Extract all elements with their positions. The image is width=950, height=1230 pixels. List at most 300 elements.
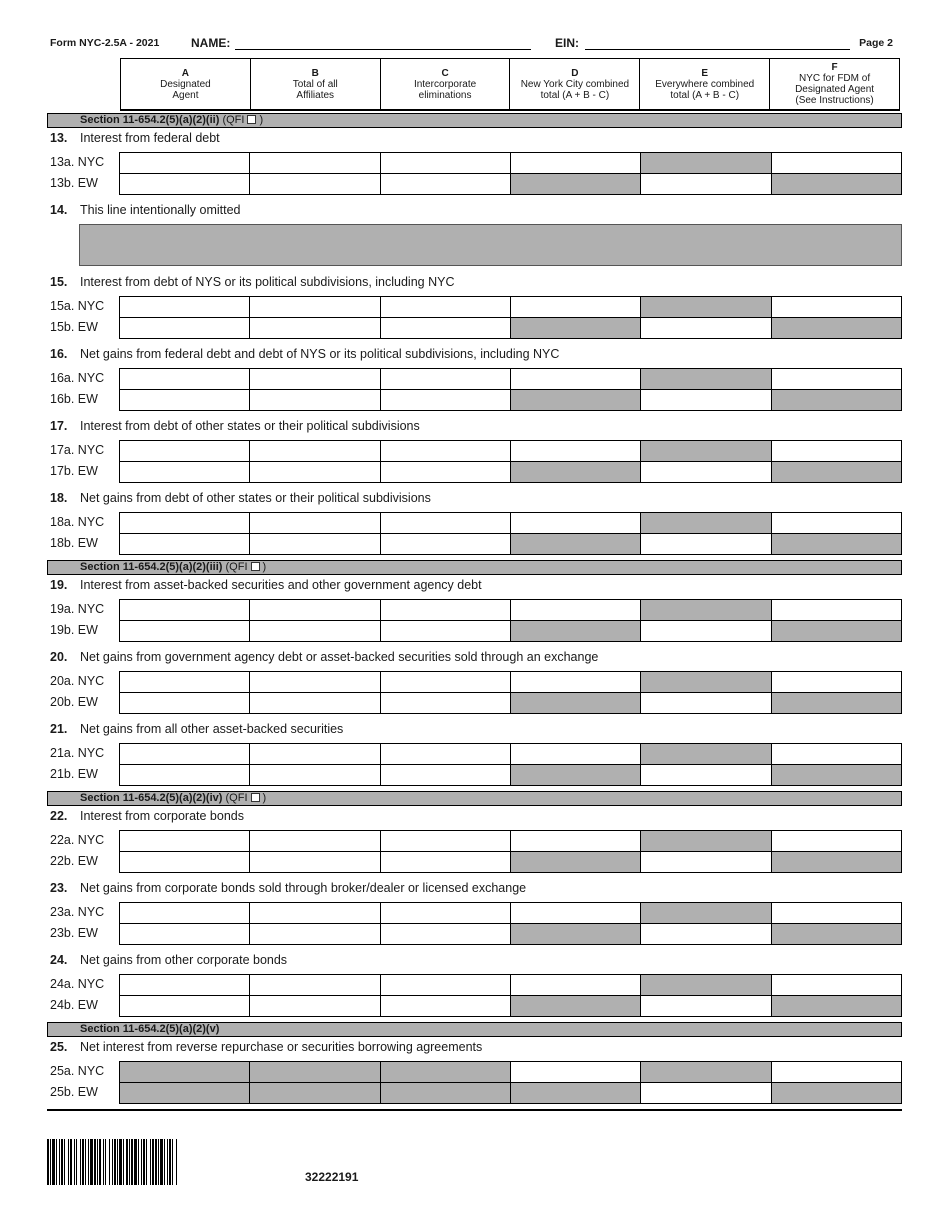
line-number: 24.: [50, 953, 68, 967]
line-rows: [47, 152, 902, 198]
row-label: 13b. EW: [50, 176, 98, 190]
row-cells: [119, 152, 902, 174]
column-header-d: [509, 59, 639, 109]
input-c[interactable]: [380, 765, 510, 785]
input-f[interactable]: [771, 672, 902, 692]
column-headers: [120, 58, 900, 111]
line-text: Net gains from federal debt and debt of NYS or its political subdivisions, including NYC: [80, 347, 560, 361]
input-a[interactable]: [119, 852, 249, 872]
line-rows: [47, 368, 902, 414]
input-e: [640, 903, 770, 923]
row-label: 24b. EW: [50, 998, 98, 1012]
column-header-b: [250, 59, 380, 109]
input-a: [119, 1083, 249, 1103]
line-label: [47, 344, 902, 368]
row-label: 13a. NYC: [50, 155, 105, 169]
line-text: Net gains from corporate bonds sold through broker/dealer or licensed exchange: [80, 881, 527, 895]
input-c[interactable]: [380, 672, 510, 692]
input-f: [771, 390, 902, 410]
line-number: 15.: [50, 275, 68, 289]
column-letter: E: [701, 67, 709, 79]
input-e[interactable]: [640, 390, 770, 410]
input-e: [640, 672, 770, 692]
input-f[interactable]: [771, 369, 902, 389]
input-d: [510, 852, 640, 872]
line-rows: [47, 743, 902, 789]
input-b: [249, 1083, 379, 1103]
row-label: 23a. NYC: [50, 905, 105, 919]
line-rows: [47, 902, 902, 948]
input-b[interactable]: [249, 903, 379, 923]
row-label: 16b. EW: [50, 392, 98, 406]
row-label: 21a. NYC: [50, 746, 105, 760]
input-b: [249, 1062, 379, 1082]
column-title: Total of all Affiliates: [292, 78, 338, 101]
line-text: Interest from debt of NYS or its political subdivisions, including NYC: [80, 275, 455, 289]
line-number: 25.: [50, 1040, 68, 1054]
input-f[interactable]: [771, 1062, 902, 1082]
qfi-checkbox[interactable]: [247, 115, 256, 124]
input-b[interactable]: [249, 390, 379, 410]
line-label: [47, 488, 902, 512]
input-c[interactable]: [380, 369, 510, 389]
line-label: [47, 647, 902, 671]
input-a[interactable]: [119, 297, 249, 317]
input-c[interactable]: [380, 153, 510, 173]
line-label: [47, 575, 902, 599]
row-cells: [119, 368, 902, 390]
qfi-label: (QFI: [222, 114, 245, 126]
row-label: 15a. NYC: [50, 299, 105, 313]
input-f[interactable]: [771, 975, 902, 995]
row-label: 21b. EW: [50, 767, 98, 781]
form-row: [47, 152, 902, 173]
line-rows: [47, 974, 902, 1020]
row-label: 19b. EW: [50, 623, 98, 637]
input-b[interactable]: [249, 765, 379, 785]
line-rows: [47, 830, 902, 876]
row-cells: [119, 764, 902, 786]
row-label: 18a. NYC: [50, 515, 105, 529]
input-f: [771, 462, 902, 482]
line-label: [47, 128, 902, 152]
input-d: [510, 318, 640, 338]
input-d[interactable]: [510, 153, 640, 173]
column-title: Everywhere combined total (A + B - C): [655, 78, 755, 101]
input-d[interactable]: [510, 975, 640, 995]
input-a[interactable]: [119, 390, 249, 410]
input-b[interactable]: [249, 318, 379, 338]
input-e[interactable]: [640, 924, 770, 944]
input-c[interactable]: [380, 903, 510, 923]
row-label: 24a. NYC: [50, 977, 105, 991]
form-code: 32222191: [305, 1170, 359, 1184]
input-a[interactable]: [119, 744, 249, 764]
line-label: [47, 200, 902, 224]
input-e: [640, 975, 770, 995]
line-rows: [47, 599, 902, 645]
input-b[interactable]: [249, 297, 379, 317]
input-a[interactable]: [119, 765, 249, 785]
form-row: [47, 830, 902, 851]
column-header-f: [769, 59, 899, 109]
line-number: 19.: [50, 578, 68, 592]
column-letter: C: [441, 67, 449, 79]
input-a: [119, 1062, 249, 1082]
column-letter: A: [181, 67, 190, 79]
row-cells: [119, 317, 902, 339]
column-title: Intercorporate eliminations: [413, 78, 477, 101]
row-label: 19a. NYC: [50, 602, 105, 616]
row-cells: [119, 1061, 902, 1083]
input-d: [510, 693, 640, 713]
input-f: [771, 693, 902, 713]
input-a[interactable]: [119, 153, 249, 173]
input-d[interactable]: [510, 441, 640, 461]
input-d: [510, 462, 640, 482]
input-a[interactable]: [119, 513, 249, 533]
row-cells: [119, 743, 902, 765]
form-body: [47, 113, 902, 1111]
column-title: NYC for FDM of Designated Agent (See Instructions): [795, 73, 875, 106]
line-number: 13.: [50, 131, 68, 145]
input-c[interactable]: [380, 174, 510, 194]
bottom-rule: [47, 1109, 902, 1111]
input-c[interactable]: [380, 975, 510, 995]
form-row: [47, 671, 902, 692]
input-b[interactable]: [249, 534, 379, 554]
row-cells: [119, 173, 902, 195]
section-header: [47, 1022, 902, 1037]
line-text: Interest from federal debt: [80, 131, 220, 145]
input-a[interactable]: [119, 924, 249, 944]
row-cells: [119, 533, 902, 555]
row-cells: [119, 923, 902, 945]
line-text: This line intentionally omitted: [80, 203, 241, 217]
input-f[interactable]: [771, 744, 902, 764]
input-e: [640, 744, 770, 764]
input-a[interactable]: [119, 369, 249, 389]
line-rows: [47, 1061, 902, 1107]
form-row: [47, 512, 902, 533]
input-c[interactable]: [380, 621, 510, 641]
input-f: [771, 765, 902, 785]
section-title: Section 11-654.2(5)(a)(2)(ii): [80, 114, 220, 126]
qfi-close: ): [262, 792, 267, 804]
input-f: [771, 852, 902, 872]
input-f: [771, 996, 902, 1016]
line-number: 20.: [50, 650, 68, 664]
input-f[interactable]: [771, 831, 902, 851]
input-c[interactable]: [380, 744, 510, 764]
input-a[interactable]: [119, 534, 249, 554]
line-rows: [47, 440, 902, 486]
input-d: [510, 996, 640, 1016]
line-number: 18.: [50, 491, 68, 505]
input-a[interactable]: [119, 693, 249, 713]
input-d[interactable]: [510, 903, 640, 923]
row-cells: [119, 389, 902, 411]
input-a[interactable]: [119, 600, 249, 620]
row-label: 17b. EW: [50, 464, 98, 478]
row-label: 15b. EW: [50, 320, 98, 334]
form-row: [47, 296, 902, 317]
row-cells: [119, 671, 902, 693]
input-b[interactable]: [249, 513, 379, 533]
input-d[interactable]: [510, 513, 640, 533]
input-a[interactable]: [119, 996, 249, 1016]
row-cells: [119, 851, 902, 873]
section-title: Section 11-654.2(5)(a)(2)(iv): [80, 792, 223, 804]
input-b[interactable]: [249, 153, 379, 173]
input-f[interactable]: [771, 297, 902, 317]
input-a[interactable]: [119, 903, 249, 923]
form-row: [47, 599, 902, 620]
line-rows: [47, 296, 902, 342]
row-label: 16a. NYC: [50, 371, 105, 385]
qfi-checkbox[interactable]: [251, 562, 260, 571]
line-text: Net interest from reverse repurchase or securities borrowing agreements: [80, 1040, 483, 1054]
row-cells: [119, 830, 902, 852]
input-d[interactable]: [510, 672, 640, 692]
input-f: [771, 1083, 902, 1103]
line-label: [47, 272, 902, 296]
row-cells: [119, 296, 902, 318]
input-c[interactable]: [380, 441, 510, 461]
input-d[interactable]: [510, 744, 640, 764]
input-b[interactable]: [249, 693, 379, 713]
input-a[interactable]: [119, 621, 249, 641]
column-header-e: [639, 59, 769, 109]
form-row: [47, 173, 902, 194]
input-e[interactable]: [640, 534, 770, 554]
input-d[interactable]: [510, 297, 640, 317]
input-f[interactable]: [771, 600, 902, 620]
input-f[interactable]: [771, 153, 902, 173]
input-d[interactable]: [510, 1062, 640, 1082]
input-f: [771, 621, 902, 641]
input-a[interactable]: [119, 441, 249, 461]
row-cells: [119, 599, 902, 621]
input-d[interactable]: [510, 600, 640, 620]
form-row: [47, 923, 902, 944]
input-d: [510, 534, 640, 554]
input-b[interactable]: [249, 924, 379, 944]
column-letter: F: [831, 62, 838, 73]
input-d: [510, 924, 640, 944]
row-cells: [119, 974, 902, 996]
input-c: [380, 1083, 510, 1103]
form-row: [47, 317, 902, 338]
row-label: 17a. NYC: [50, 443, 105, 457]
input-e: [640, 369, 770, 389]
row-label: 20b. EW: [50, 695, 98, 709]
input-f: [771, 174, 902, 194]
input-d: [510, 621, 640, 641]
line-text: Net gains from debt of other states or their political subdivisions: [80, 491, 431, 505]
line-text: Interest from corporate bonds: [80, 809, 244, 823]
column-header-a: [121, 59, 250, 109]
form-row: [47, 620, 902, 641]
input-a[interactable]: [119, 174, 249, 194]
form-id: Form NYC-2.5A - 2021: [50, 37, 160, 49]
input-f[interactable]: [771, 903, 902, 923]
form-row: [47, 902, 902, 923]
input-c[interactable]: [380, 462, 510, 482]
input-d: [510, 390, 640, 410]
footer: [47, 1139, 447, 1189]
input-c[interactable]: [380, 924, 510, 944]
ein-input[interactable]: [585, 49, 850, 50]
line-number: 21.: [50, 722, 68, 736]
input-e[interactable]: [640, 1083, 770, 1103]
row-label: 18b. EW: [50, 536, 98, 550]
line-label: [47, 416, 902, 440]
input-c[interactable]: [380, 534, 510, 554]
input-e[interactable]: [640, 318, 770, 338]
line-text: Interest from asset-backed securities and other government agency debt: [80, 578, 482, 592]
row-cells: [119, 461, 902, 483]
page-header: [48, 36, 903, 52]
row-label: 25a. NYC: [50, 1064, 105, 1078]
input-c[interactable]: [380, 318, 510, 338]
input-e[interactable]: [640, 693, 770, 713]
input-b[interactable]: [249, 600, 379, 620]
section-header: [47, 560, 902, 575]
row-cells: [119, 1082, 902, 1104]
form-row: [47, 764, 902, 785]
row-label: 25b. EW: [50, 1085, 98, 1099]
column-header-c: [380, 59, 510, 109]
input-b[interactable]: [249, 996, 379, 1016]
input-c[interactable]: [380, 513, 510, 533]
form-row: [47, 1082, 902, 1103]
input-f[interactable]: [771, 441, 902, 461]
line-label: [47, 806, 902, 830]
input-b[interactable]: [249, 672, 379, 692]
input-b[interactable]: [249, 369, 379, 389]
input-e: [640, 831, 770, 851]
input-e: [640, 441, 770, 461]
input-b[interactable]: [249, 975, 379, 995]
line-number: 23.: [50, 881, 68, 895]
row-label: 22b. EW: [50, 854, 98, 868]
line-label: [47, 1037, 902, 1061]
page-number: Page 2: [859, 37, 893, 49]
input-e[interactable]: [640, 462, 770, 482]
line-number: 17.: [50, 419, 68, 433]
input-c: [380, 1062, 510, 1082]
input-b[interactable]: [249, 852, 379, 872]
input-b[interactable]: [249, 744, 379, 764]
input-c[interactable]: [380, 600, 510, 620]
form-row: [47, 440, 902, 461]
input-b[interactable]: [249, 441, 379, 461]
input-e[interactable]: [640, 996, 770, 1016]
qfi-checkbox[interactable]: [251, 793, 260, 802]
input-c[interactable]: [380, 297, 510, 317]
qfi-close: ): [262, 561, 267, 573]
input-c[interactable]: [380, 390, 510, 410]
input-e[interactable]: [640, 765, 770, 785]
line-number: 14.: [50, 203, 68, 217]
input-c[interactable]: [380, 693, 510, 713]
input-e: [640, 513, 770, 533]
input-e: [640, 153, 770, 173]
section-title: Section 11-654.2(5)(a)(2)(iii): [80, 561, 223, 573]
input-c[interactable]: [380, 996, 510, 1016]
input-e[interactable]: [640, 174, 770, 194]
ein-label: EIN:: [555, 36, 579, 50]
input-e: [640, 297, 770, 317]
input-b[interactable]: [249, 462, 379, 482]
column-title: Designated Agent: [160, 78, 211, 101]
form-row: [47, 692, 902, 713]
name-label: NAME:: [191, 36, 231, 50]
input-a[interactable]: [119, 318, 249, 338]
form-row: [47, 389, 902, 410]
input-d: [510, 174, 640, 194]
column-title: New York City combined total (A + B - C): [520, 78, 630, 101]
input-d[interactable]: [510, 369, 640, 389]
row-cells: [119, 440, 902, 462]
line-text: Net gains from other corporate bonds: [80, 953, 288, 967]
input-b[interactable]: [249, 831, 379, 851]
input-f[interactable]: [771, 513, 902, 533]
column-letter: B: [311, 67, 319, 79]
row-cells: [119, 902, 902, 924]
column-letter: D: [571, 67, 579, 79]
form-row: [47, 533, 902, 554]
form-row: [47, 851, 902, 872]
input-b[interactable]: [249, 174, 379, 194]
input-f: [771, 534, 902, 554]
input-a[interactable]: [119, 672, 249, 692]
input-b[interactable]: [249, 621, 379, 641]
input-a[interactable]: [119, 462, 249, 482]
input-d[interactable]: [510, 831, 640, 851]
input-a[interactable]: [119, 975, 249, 995]
line-rows: [47, 671, 902, 717]
row-cells: [119, 692, 902, 714]
input-c[interactable]: [380, 831, 510, 851]
input-e: [640, 600, 770, 620]
form-row: [47, 974, 902, 995]
form-row: [47, 368, 902, 389]
line-label: [47, 719, 902, 743]
row-label: 22a. NYC: [50, 833, 105, 847]
input-e[interactable]: [640, 852, 770, 872]
name-input[interactable]: [235, 49, 531, 50]
row-cells: [119, 512, 902, 534]
row-label: 23b. EW: [50, 926, 98, 940]
line-text: Net gains from government agency debt or asset-backed securities sold through an exchange: [80, 650, 599, 664]
input-e[interactable]: [640, 621, 770, 641]
line-number: 22.: [50, 809, 68, 823]
omitted-line-shading: [79, 224, 902, 266]
input-f: [771, 924, 902, 944]
section-header: [47, 113, 902, 128]
input-c[interactable]: [380, 852, 510, 872]
input-e: [640, 1062, 770, 1082]
section-title: Section 11-654.2(5)(a)(2)(v): [80, 1023, 220, 1035]
line-label: [47, 950, 902, 974]
qfi-label: (QFI: [225, 792, 248, 804]
form-row: [47, 1061, 902, 1082]
form-row: [47, 461, 902, 482]
input-a[interactable]: [119, 831, 249, 851]
input-d: [510, 765, 640, 785]
